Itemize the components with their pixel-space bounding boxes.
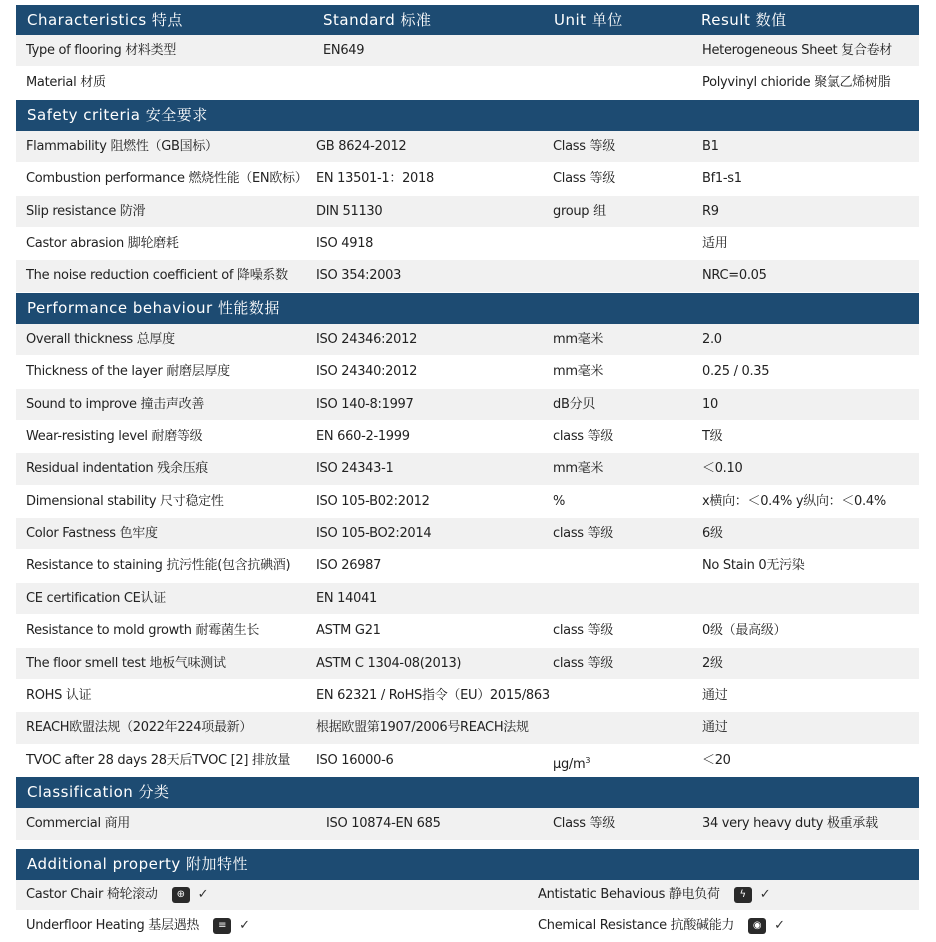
table-row: [16, 712, 919, 744]
row-unit: Class 等级: [553, 171, 615, 187]
row-standard: ISO 105-BO2:2014: [316, 526, 432, 542]
section-spacer: [16, 841, 919, 849]
row-unit: [553, 745, 590, 780]
row-standard: ISO 24346:2012: [316, 331, 418, 347]
row-unit: class 等级: [553, 428, 614, 444]
row-result: 2.0: [702, 331, 722, 347]
row-standard: ISO 140-8:1997: [316, 396, 414, 412]
row-standard: EN649: [323, 43, 365, 58]
row-result: 6级: [702, 526, 723, 542]
row-standard: ISO 105-B02:2012: [316, 493, 430, 509]
row-result: R9: [702, 203, 719, 219]
row-characteristic: Material 材质: [26, 75, 106, 91]
table-row: [16, 260, 919, 292]
table-row: [16, 163, 919, 195]
underfloor-heating-icon: ≡: [213, 918, 231, 934]
row-standard: 根据欧盟第1907/2006号REACH法规: [316, 720, 529, 736]
row-unit: class 等级: [553, 526, 614, 542]
row-result: Polyvinyl chioride 聚氯乙烯树脂: [702, 75, 891, 91]
table-row: [16, 131, 919, 163]
table-row: [16, 453, 919, 485]
row-unit: mm毫米: [553, 461, 604, 477]
row-characteristic: TVOC after 28 days 28天后TVOC [2] 排放量: [26, 752, 291, 768]
additional-row: [16, 880, 919, 911]
row-characteristic: Residual indentation 残余压痕: [26, 461, 208, 477]
header-standard: Standard 标准: [323, 11, 432, 29]
row-standard: ISO 10874-EN 685: [326, 816, 441, 832]
row-result: 2级: [702, 655, 723, 671]
row-standard: ISO 24343-1: [316, 461, 394, 477]
additional-item-label: Castor Chair 椅轮滚动: [26, 886, 158, 902]
row-standard: ISO 4918: [316, 235, 374, 251]
row-characteristic: Slip resistance 防滑: [26, 203, 146, 219]
row-standard: ISO 26987: [316, 558, 382, 574]
row-characteristic: Wear-resisting level 耐磨等级: [26, 428, 203, 444]
castor-chair-icon: ⊕: [172, 887, 190, 903]
header-result: Result 数值: [701, 11, 787, 29]
row-unit: %: [553, 493, 566, 509]
section-performance-title: Performance behaviour 性能数据: [16, 293, 919, 324]
row-standard: ASTM G21: [316, 623, 381, 639]
table-row: [16, 615, 919, 647]
table-row: [16, 324, 919, 356]
row-standard: DIN 51130: [316, 203, 383, 219]
row-result: Heterogeneous Sheet 复合卷材: [702, 43, 892, 58]
additional-item: [538, 911, 785, 941]
check-icon: ✓: [239, 917, 250, 933]
check-icon: ✓: [774, 917, 785, 933]
section-safety-title: Safety criteria 安全要求: [16, 100, 919, 131]
row-characteristic: The floor smell test 地板气味测试: [26, 655, 226, 671]
header-characteristics: Characteristics 特点: [27, 11, 183, 29]
row-result: B1: [702, 138, 719, 154]
row-standard: EN 13501-1：2018: [316, 171, 434, 187]
row-characteristic: Overall thickness 总厚度: [26, 331, 175, 347]
table-header: [16, 5, 919, 35]
row-result: 适用: [702, 235, 728, 251]
table-row: [16, 67, 919, 99]
spec-sheet: [16, 5, 919, 942]
row-characteristic: Resistance to mold growth 耐霉菌生长: [26, 623, 260, 639]
row-result: ＜20: [702, 752, 731, 768]
row-characteristic: Type of flooring 材料类型: [26, 43, 177, 58]
row-unit: class 等级: [553, 655, 614, 671]
table-row: [16, 745, 919, 777]
row-standard: GB 8624-2012: [316, 138, 407, 154]
row-characteristic: CE certification CE认证: [26, 590, 166, 606]
row-result: T级: [702, 428, 723, 444]
table-row: [16, 486, 919, 518]
row-standard: EN 62321 / RoHS指令（EU）2015/863: [316, 688, 550, 704]
table-row: [16, 518, 919, 550]
table-row: [16, 196, 919, 228]
row-characteristic: REACH欧盟法规（2022年224项最新）: [26, 720, 253, 736]
table-row: [16, 550, 919, 582]
row-standard: EN 14041: [316, 590, 378, 606]
table-row: [16, 35, 919, 67]
section-additional-title: Additional property 附加特性: [16, 849, 919, 880]
table-row: [16, 808, 919, 840]
row-unit: group 组: [553, 203, 606, 219]
row-unit: mm毫米: [553, 364, 604, 380]
row-standard: ISO 354:2003: [316, 268, 402, 284]
additional-item: [26, 880, 208, 910]
check-icon: ✓: [759, 886, 771, 902]
table-row: [16, 680, 919, 712]
row-standard: ISO 24340:2012: [316, 364, 418, 380]
row-characteristic: Combustion performance 燃烧性能（EN欧标）: [26, 171, 308, 187]
row-characteristic: Color Fastness 色牢度: [26, 526, 158, 542]
row-result: 通过: [702, 720, 728, 736]
table-row: [16, 228, 919, 260]
row-standard: ISO 16000-6: [316, 752, 394, 768]
table-row: [16, 648, 919, 680]
section-classification-title: Classification 分类: [16, 777, 919, 808]
row-characteristic: Sound to improve 撞击声改善: [26, 396, 205, 412]
table-row: [16, 356, 919, 388]
unit-text: μg/m: [553, 756, 586, 772]
row-characteristic: Thickness of the layer 耐磨层厚度: [26, 364, 230, 380]
row-result: 通过: [702, 688, 728, 704]
table-row: [16, 421, 919, 453]
row-result: 0.25 / 0.35: [702, 364, 770, 380]
row-characteristic: Flammability 阻燃性（GB国标）: [26, 138, 218, 154]
row-characteristic: Resistance to staining 抗污性能(包含抗碘酒): [26, 558, 291, 574]
row-unit: Class 等级: [553, 816, 615, 832]
table-row: [16, 389, 919, 421]
unit-superscript: 3: [585, 755, 591, 765]
additional-item-label: Chemical Resistance 抗酸碱能力: [538, 917, 735, 933]
row-unit: Class 等级: [553, 138, 615, 154]
additional-item: [538, 880, 770, 910]
row-standard: ASTM C 1304-08(2013): [316, 655, 462, 671]
row-unit: mm毫米: [553, 331, 604, 347]
row-result: ＜0.10: [702, 461, 743, 477]
row-characteristic: Commercial 商用: [26, 816, 130, 832]
header-unit: Unit 单位: [554, 11, 623, 29]
row-unit: class 等级: [553, 623, 614, 639]
row-characteristic: Dimensional stability 尺寸稳定性: [26, 493, 224, 509]
row-result: No Stain 0无污染: [702, 558, 805, 574]
row-characteristic: Castor abrasion 脚轮磨耗: [26, 235, 179, 251]
row-result: 10: [702, 396, 718, 412]
row-standard: EN 660-2-1999: [316, 428, 410, 444]
check-icon: ✓: [197, 886, 209, 902]
row-result: 0级（最高级）: [702, 623, 787, 639]
antistatic-icon: ϟ: [734, 887, 752, 903]
additional-item-label: Antistatic Behavious 静电负荷: [538, 886, 720, 902]
row-result: NRC=0.05: [702, 268, 767, 284]
table-row: [16, 583, 919, 615]
chemical-resistance-icon: ◉: [748, 918, 766, 934]
row-unit: dB分贝: [553, 396, 595, 412]
row-result: Bf1-s1: [702, 171, 742, 187]
row-result: x横向：＜0.4% y纵向：＜0.4%: [702, 493, 886, 509]
additional-item: [26, 911, 250, 941]
additional-row: [16, 911, 919, 942]
row-result: 34 very heavy duty 极重承载: [702, 816, 878, 832]
row-characteristic: ROHS 认证: [26, 688, 92, 704]
row-characteristic: The noise reduction coefficient of 降噪系数: [26, 268, 288, 284]
additional-item-label: Underfloor Heating 基层遇热: [26, 917, 200, 933]
